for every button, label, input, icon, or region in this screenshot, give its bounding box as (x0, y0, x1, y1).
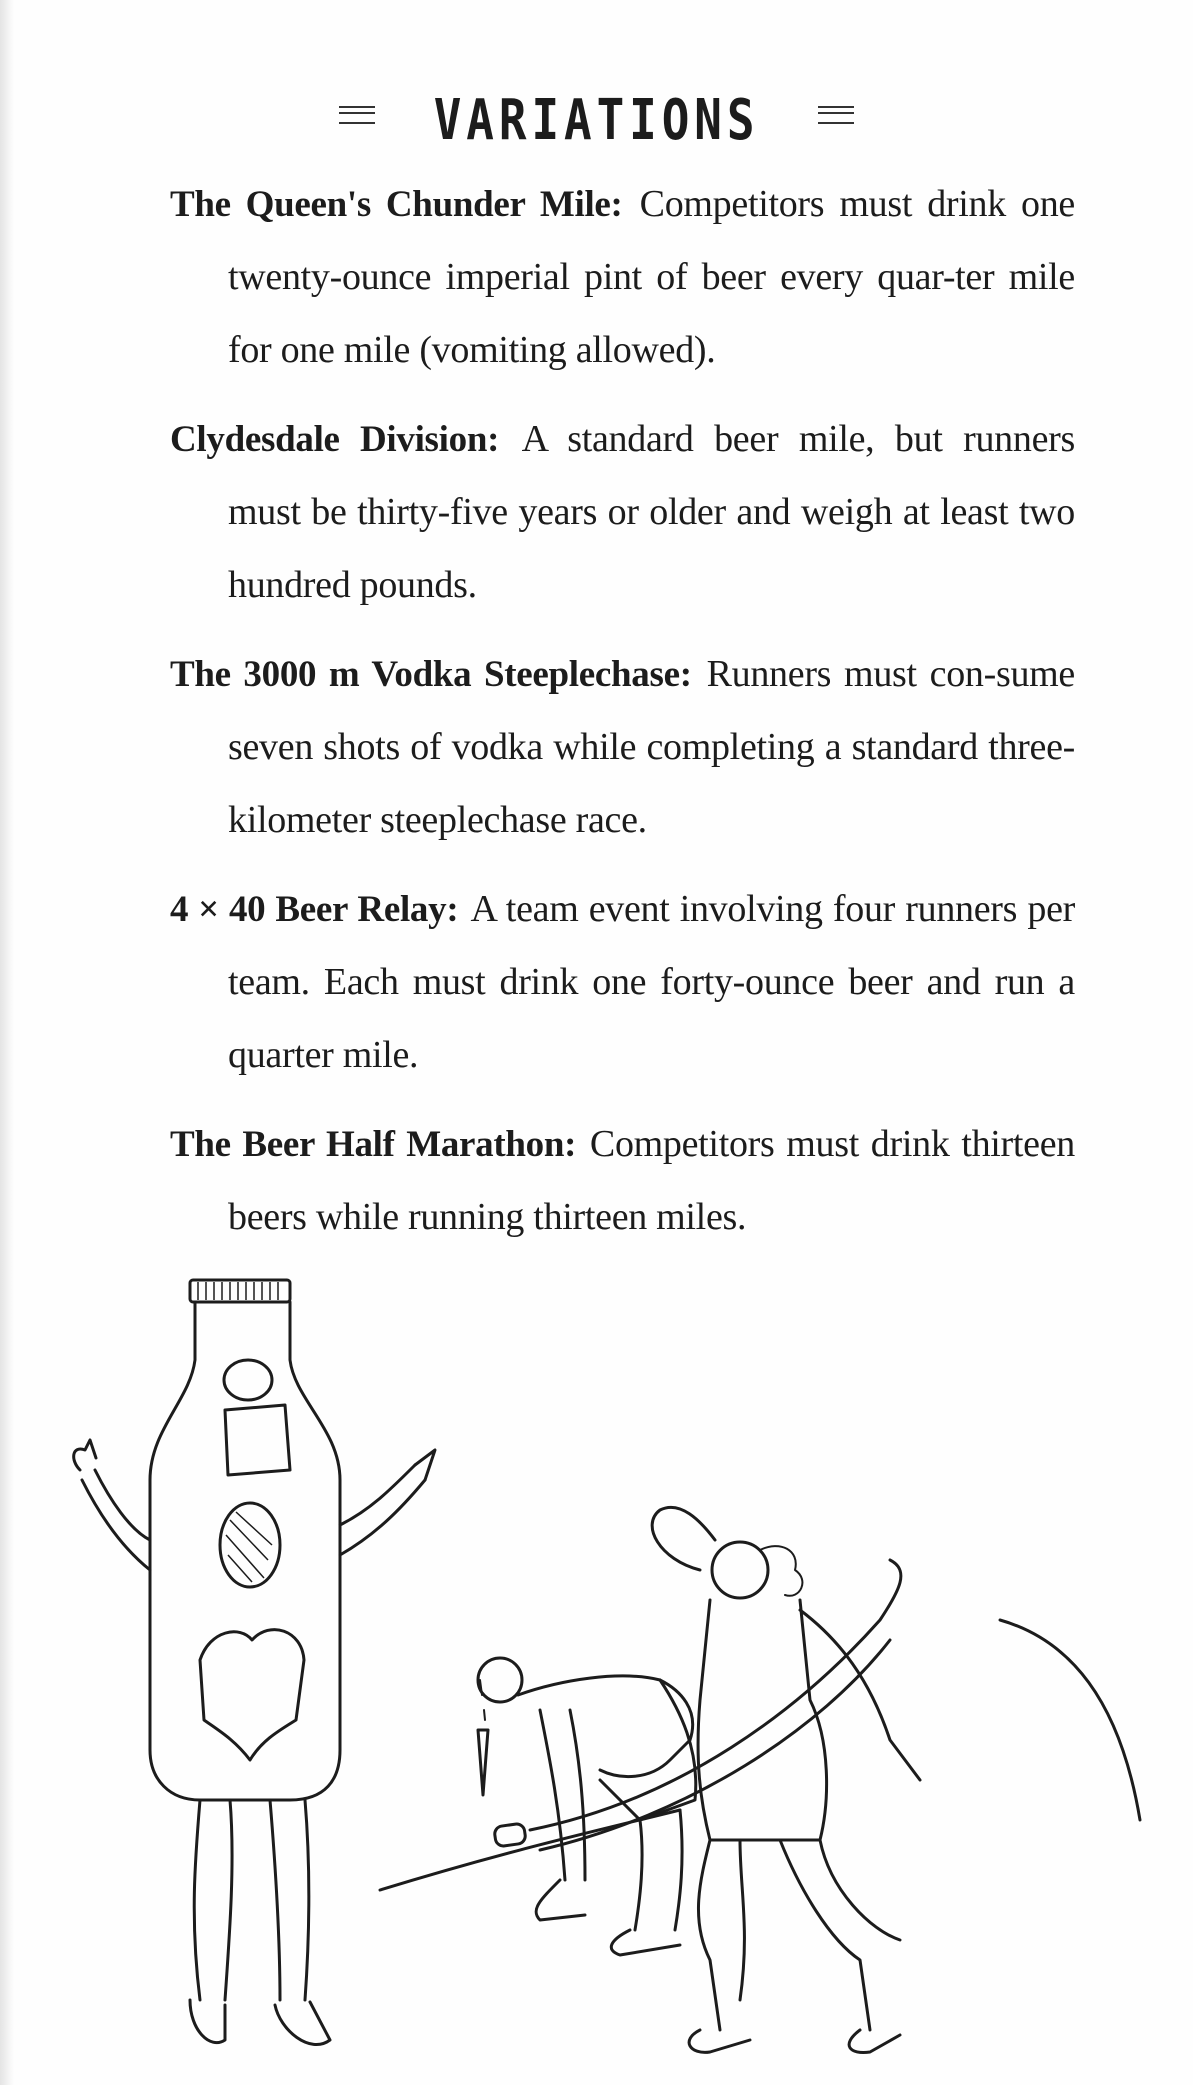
page-edge-shadow (0, 0, 14, 2085)
variation-entry (170, 403, 1075, 622)
variation-term: Clydesdale Division: (170, 419, 500, 460)
variation-description: Competitors must drink thirteen beers while running thirteen miles. (228, 1123, 1075, 1238)
variation-paragraph (170, 403, 1075, 622)
variation-term: The Beer Half Marathon: (170, 1124, 577, 1165)
variation-description: Runners must con-sume seven shots of vodka while completing a standard three-kilometer steeplechase race. (228, 653, 1075, 841)
variation-paragraph (170, 873, 1075, 1092)
variations-list (170, 168, 1075, 1270)
variation-entry (170, 1108, 1075, 1254)
variation-term: The Queen's Chunder Mile: (170, 184, 623, 225)
drinking-runner-figure (652, 1507, 920, 2052)
illustration (40, 1240, 1160, 2060)
heading-title: VARIATIONS (433, 88, 760, 153)
beer-can (478, 1680, 526, 1847)
illustration-svg (40, 1240, 1160, 2060)
section-heading (0, 88, 1193, 153)
variation-term: 4 × 40 Beer Relay: (170, 889, 459, 930)
variation-entry (170, 168, 1075, 387)
variation-description: A team event involving four runners per team. Each must drink one forty-ounce beer and run a quarter mile. (228, 888, 1075, 1076)
bottle-costume-figure (74, 1280, 435, 2045)
variation-description: A standard beer mile, but runners must be thirty-five years or older and weigh at least two hundred pounds. (228, 418, 1075, 606)
heading-ornament-left (339, 106, 375, 124)
variation-paragraph (170, 638, 1075, 857)
variation-entry (170, 638, 1075, 857)
variation-paragraph (170, 1108, 1075, 1254)
variation-paragraph (170, 168, 1075, 387)
variation-term: The 3000 m Vodka Steeplechase: (170, 654, 692, 695)
variation-entry (170, 873, 1075, 1092)
heading-ornament-right (818, 106, 854, 124)
vomiting-runner-figure (478, 1658, 696, 1955)
variation-description: Competitors must drink one twenty-ounce imperial pint of beer every quar-ter mile for one mile (vomiting allowed). (228, 183, 1075, 371)
